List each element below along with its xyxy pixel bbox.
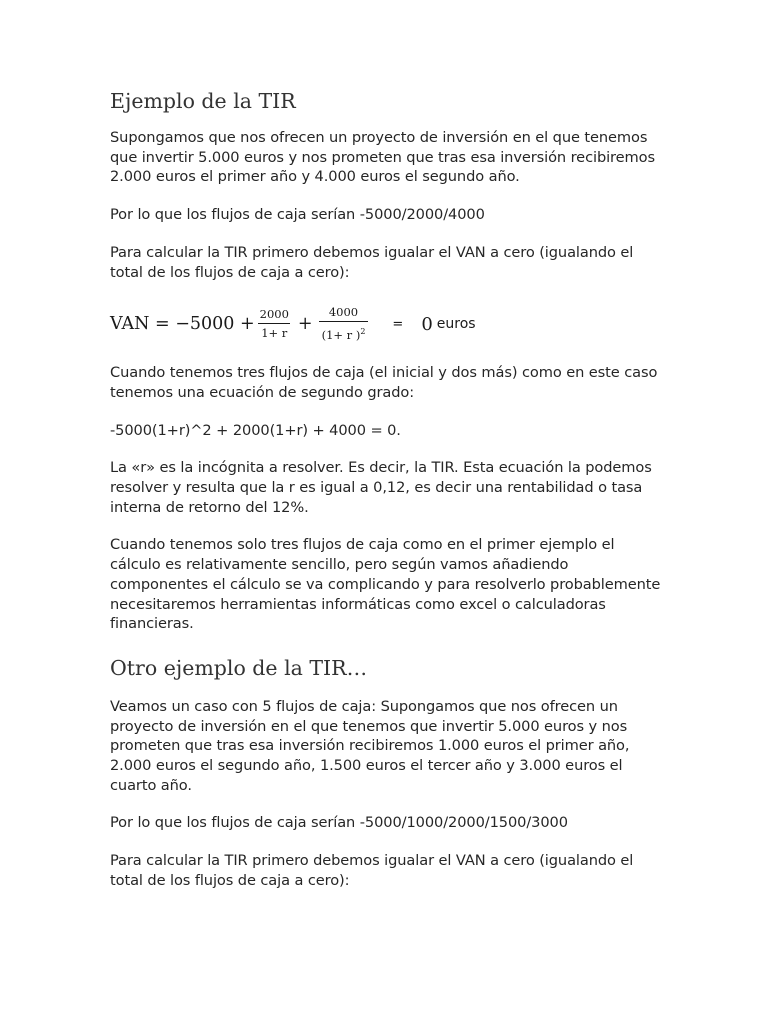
fraction-2-exponent: 2 — [360, 327, 366, 337]
formula-lhs: VAN = −5000 + — [110, 314, 255, 335]
paragraph-equation: -5000(1+r)^2 + 2000(1+r) + 4000 = 0. — [110, 421, 401, 439]
section-heading-otro-ejemplo: Otro ejemplo de la TIR… — [110, 655, 368, 680]
paragraph-cash-flows: Por lo que los flujos de caja serían -5000/2000/4000 — [110, 206, 485, 224]
section-heading-ejemplo-tir: Ejemplo de la TIR — [110, 89, 296, 113]
article-body — [110, 86, 666, 891]
formula-result-value: 0 — [421, 313, 433, 335]
formula-result-unit: euros — [436, 316, 476, 333]
formula-fraction-2 — [319, 305, 369, 343]
fraction-1-numerator: 2000 — [259, 307, 289, 322]
van-formula — [110, 301, 666, 347]
fraction-2-numerator: 4000 — [328, 305, 359, 320]
fraction-1-denominator: 1+ r — [258, 323, 290, 341]
fraction-2-base: (1+ r ) — [321, 328, 361, 343]
paragraph-r-result: La «r» es la incógnita a resolver. Es decir, la TIR. Esta ecuación la podemos resolver y resulta que la r es igual a 0,12, es decir una rentabilidad o tasa interna de retorno del 12%. — [110, 459, 652, 516]
fraction-2-denominator — [319, 321, 369, 343]
formula-equals: = — [392, 316, 404, 332]
paragraph-cash-flows-2: Por lo que los flujos de caja serían -5000/1000/2000/1500/3000 — [110, 814, 568, 832]
paragraph-calculate-tir: Para calcular la TIR primero debemos igualar el VAN a cero (igualando el total de los flujos de caja a cero): — [110, 243, 634, 281]
formula-fraction-1 — [257, 307, 292, 341]
paragraph-second-degree: Cuando tenemos tres flujos de caja (el inicial y dos más) como en este caso tenemos una ecuación de segundo grado: — [110, 364, 658, 401]
paragraph-intro: Supongamos que nos ofrecen un proyecto de inversión en el que tenemos que invertir 5.000 euros y nos prometen que tras esa inversión recibiremos 2.000 euros el primer año y 4.000 euros el segundo año. — [110, 129, 655, 186]
formula-plus: + — [297, 314, 313, 335]
paragraph-complexity: Cuando tenemos solo tres flujos de caja como en el primer ejemplo el cálculo es relativamente sencillo, pero según vamos añadiendo componentes el cálculo se va complicando y para resolverlo probablemente necesitaremos herramientas informáticas como excel o calculadoras financieras. — [110, 536, 661, 633]
paragraph-calculate-tir-2: Para calcular la TIR primero debemos igualar el VAN a cero (igualando el total de los flujos de caja a cero): — [110, 852, 634, 889]
paragraph-five-flows: Veamos un caso con 5 flujos de caja: Supongamos que nos ofrecen un proyecto de inversión en el que tenemos que invertir 5.000 euros y nos prometen que tras esa inversión recibiremos 1.000 euros el primer año, 2.000 euros el segundo año, 1.500 euros el tercer año y 3.000 euros el cuarto año. — [110, 697, 630, 794]
